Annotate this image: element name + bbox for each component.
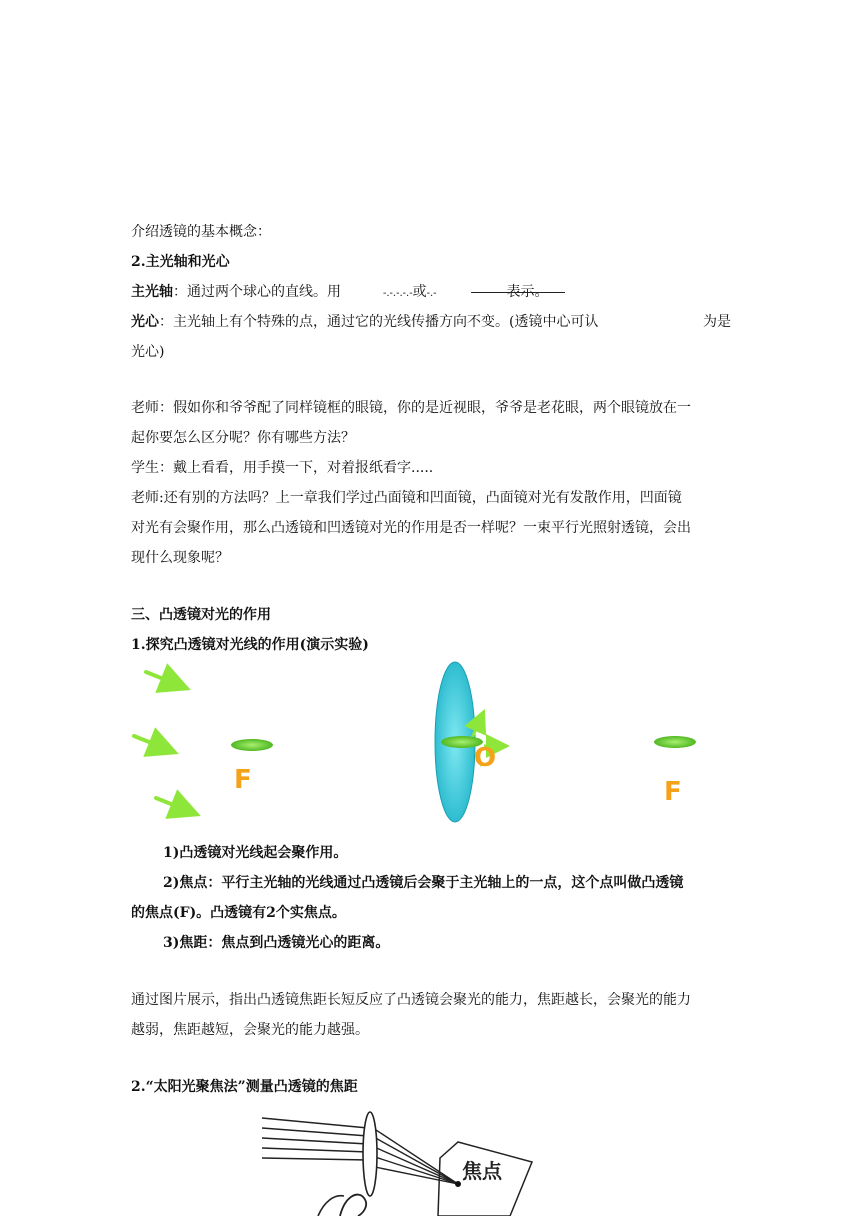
sun-rays xyxy=(262,1118,368,1160)
point-2-line2: 的焦点(F)。凸透镜有2个实焦点。 xyxy=(131,905,346,921)
teacher-q2-line1: 老师:还有别的方法吗？上一章我们学过凸面镜和凹面镜，凸面镜对光有发散作用，凹面镜 xyxy=(131,490,682,506)
axis-symbol-short: -.- xyxy=(426,288,437,299)
optical-center-tail: 为是 xyxy=(703,314,731,330)
point-1: 1)凸透镜对光线起会聚作用。 xyxy=(163,845,348,861)
student-answer: 学生：戴上看看，用手摸一下，对着报纸看字..... xyxy=(131,460,434,476)
light-ray-arrow-2 xyxy=(134,736,164,748)
optical-center-label: O xyxy=(474,743,497,773)
light-ray-arrow-3 xyxy=(156,798,186,810)
summary-line2: 越弱，焦距越短，会聚光的能力越强。 xyxy=(131,1022,369,1038)
left-focus-point xyxy=(231,739,273,751)
optical-center-line xyxy=(131,312,731,332)
optical-center-text: ：主光轴上有个特殊的点，通过它的光线传播方向不变。(透镜中心可认 xyxy=(159,314,599,330)
right-focus-label: F xyxy=(664,777,682,807)
main-axis-term: 主光轴 xyxy=(131,284,173,300)
optical-center-line2: 光心) xyxy=(131,344,165,360)
teacher-q2-line3: 现什么现象呢？ xyxy=(131,550,229,566)
section-3-title: 三、凸透镜对光的作用 xyxy=(131,607,271,623)
left-focus-label: F xyxy=(234,765,252,795)
axis-symbol-dashdot: -.-.-.-.- xyxy=(383,288,413,299)
experiment-2-title: 2.“太阳光聚焦法”测量凸透镜的焦距 xyxy=(131,1079,358,1095)
experiment-1-title: 1.探究凸透镜对光线的作用(演示实验) xyxy=(131,637,369,653)
convex-lens-figure xyxy=(0,660,860,830)
main-axis-line xyxy=(131,282,549,304)
focus-dot xyxy=(455,1181,461,1187)
teacher-q1-line2: 起你要怎么区分呢？你有哪些方法？ xyxy=(131,430,355,446)
section-2-title: 2.主光轴和光心 xyxy=(131,254,230,270)
summary-line1: 通过图片展示，指出凸透镜焦距长短反应了凸透镜会聚光的能力，焦距越长，会聚光的能力 xyxy=(131,992,691,1008)
teacher-q1-line1: 老师：假如你和爷爷配了同样镜框的眼镜，你的是近视眼，爷爷是老花眼，两个眼镜放在一 xyxy=(131,400,691,416)
main-axis-end-text: 表示。 xyxy=(506,284,549,300)
teacher-q2-line2: 对光有会聚作用，那么凸透镜和凹透镜对光的作用是否一样呢？一束平行光照射透镜，会出 xyxy=(131,520,691,536)
main-axis-or: 或 xyxy=(412,284,427,300)
sun-focus-figure xyxy=(0,1106,860,1216)
right-focus-point xyxy=(654,736,696,748)
light-ray-arrow-1 xyxy=(146,672,176,684)
hand-holding-lens xyxy=(340,1195,366,1216)
point-3: 3)焦距：焦点到凸透镜光心的距离。 xyxy=(163,935,390,951)
intro-text: 介绍透镜的基本概念： xyxy=(131,224,271,240)
magnifier-lens xyxy=(363,1112,377,1196)
optical-center-term: 光心 xyxy=(131,314,159,330)
point-2-line1: 2)焦点：平行主光轴的光线通过凸透镜后会聚于主光轴上的一点，这个点叫做凸透镜 xyxy=(163,875,684,891)
main-axis-text: ：通过两个球心的直线。用 xyxy=(173,284,341,300)
axis-symbol-solid xyxy=(471,282,549,302)
focus-label: 焦点 xyxy=(462,1159,502,1183)
